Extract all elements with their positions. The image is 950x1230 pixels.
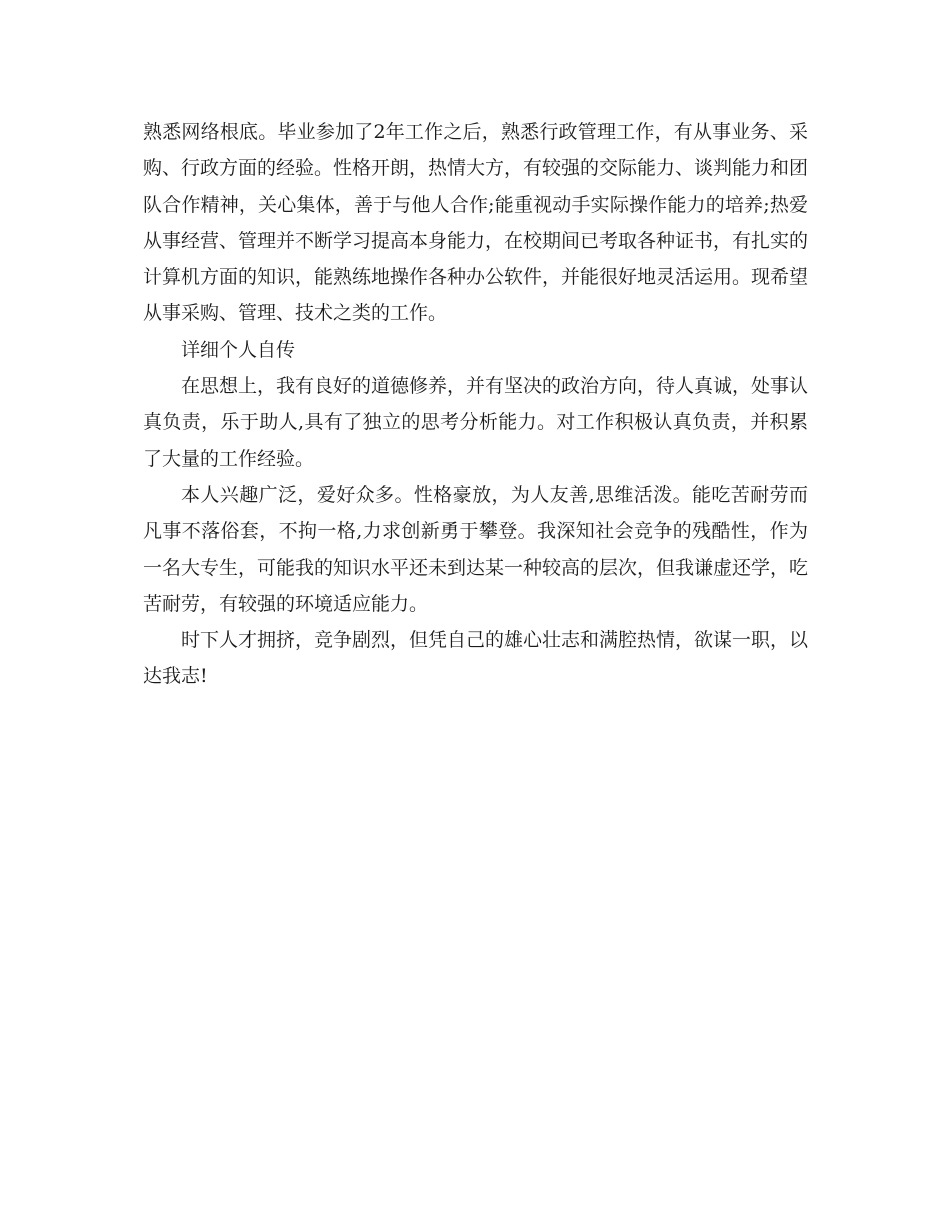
- paragraph-closing: 时下人才拥挤，竞争剧烈，但凭自己的雄心壮志和满腔热情，欲谋一职，以达我志!: [143, 629, 809, 688]
- paragraph-intro: 熟悉网络根底。毕业参加了2年工作之后，熟悉行政管理工作，有从事业务、采购、行政方面的经验。性格开朗，热情大方，有较强的交际能力、谈判能力和团队合作精神，关心集体，善于与他人合作;能重视动手实际操作能力的培养;热爱从事经营、管理并不断学习提高本身能力，在校期间已考取各种证书，有扎实的计算机方面的知识，能熟练地操作各种办公软件，并能很好地灵活运用。现希望从事采购、管理、技术之类的工作。: [143, 121, 809, 325]
- paragraph-personality: 本人兴趣广泛，爱好众多。性格豪放，为人友善,思维活泼。能吃苦耐劳而凡事不落俗套，不拘一格,力求创新勇于攀登。我深知社会竞争的残酷性，作为一名大专生，可能我的知识水平还未到达某一种较高的层次，但我谦虚还学，吃苦耐劳，有较强的环境适应能力。: [143, 483, 809, 615]
- paragraph-thought: 在思想上，我有良好的道德修养，并有坚决的政治方向，待人真诚，处事认真负责，乐于助人,具有了独立的思考分析能力。对工作积极认真负责，并积累了大量的工作经验。: [143, 375, 809, 470]
- section-heading: 详细个人自传: [181, 338, 296, 361]
- document-body: [143, 114, 808, 695]
